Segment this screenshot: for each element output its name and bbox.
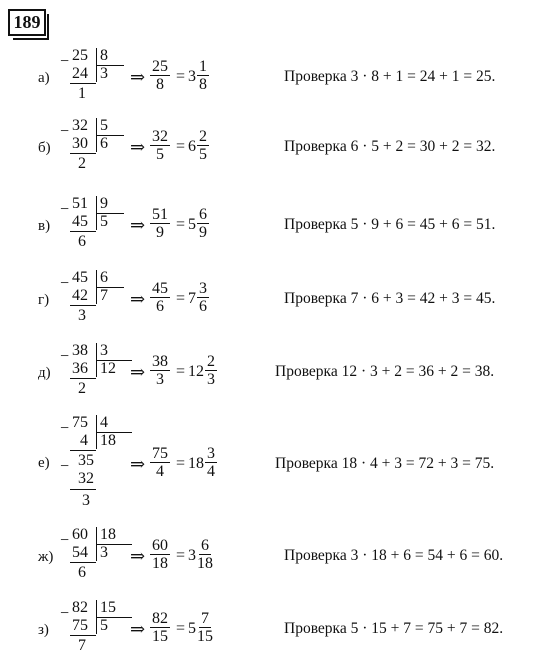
subtrahend: 24 [72,65,88,82]
mixed-fraction-part [197,58,209,93]
remainder: 2 [78,155,86,172]
implies-arrow: ⇒ [130,67,146,87]
item-label: а) [38,70,50,86]
remainder: 6 [78,564,86,581]
whole-part: 18 [188,455,204,472]
numerator: 3 [199,280,207,297]
denominator: 4 [207,463,215,480]
quotient: 18 [100,432,116,449]
whole-part: 6 [188,138,196,155]
exercise-number-badge: 189 [8,9,46,36]
mixed-fraction-part [205,445,217,480]
verification-text: Проверка 18 · 4 + 3 = 72 + 3 = 75. [275,455,495,472]
division-bar-horizontal [96,432,132,433]
item-label: е) [38,455,50,471]
divisor: 9 [100,195,108,212]
whole-part: 5 [188,216,196,233]
partial-dividend: 35 [78,452,94,469]
partial-subtrahend: 32 [78,470,94,487]
numerator: 3 [207,445,215,462]
denominator: 3 [156,371,164,388]
subtrahend: 4 [80,432,88,449]
divisor: 4 [100,414,108,431]
subtraction-line [70,305,96,306]
remainder: 7 [78,637,86,654]
dividend: 25 [72,47,88,64]
division-bar-horizontal [96,135,124,136]
subtrahend: 45 [72,213,88,230]
improper-fraction [150,610,170,645]
subtraction-line [70,231,96,232]
minus-sign: − [60,420,70,437]
exercise-row [0,527,550,595]
subtrahend: 75 [72,617,88,634]
long-division [54,343,134,411]
divisor: 3 [100,342,108,359]
quotient: 7 [100,287,108,304]
exercise-row [0,118,550,186]
item-label: д) [38,365,51,381]
subtrahend: 54 [72,544,88,561]
implies-arrow: ⇒ [130,619,146,639]
subtrahend: 42 [72,287,88,304]
denominator: 18 [152,555,168,572]
whole-part: 7 [188,290,196,307]
denominator: 8 [156,76,164,93]
minus-sign: − [60,348,70,365]
improper-fraction [150,537,170,572]
denominator: 9 [199,224,207,241]
subtraction-line [70,153,96,154]
numerator: 82 [152,610,168,627]
denominator: 15 [152,628,168,645]
dividend: 75 [72,414,88,431]
subtrahend: 30 [72,135,88,152]
implies-arrow: ⇒ [130,362,146,382]
implies-arrow: ⇒ [130,454,146,474]
denominator: 3 [207,371,215,388]
exercise-row [0,343,550,411]
divisor: 15 [100,599,116,616]
improper-fraction [150,58,170,93]
item-label: з) [38,622,49,638]
quotient: 5 [100,213,108,230]
verification-text: Проверка 5 · 9 + 6 = 45 + 6 = 51. [284,216,496,233]
quotient: 3 [100,65,108,82]
long-division [54,270,134,338]
subtraction-line [70,378,96,379]
improper-fraction [150,280,170,315]
long-division [54,48,134,116]
quotient: 6 [100,135,108,152]
long-division [54,118,134,186]
subtraction-line [70,450,96,451]
verification-text: Проверка 12 · 3 + 2 = 36 + 2 = 38. [275,363,495,380]
subtraction-line [70,489,96,490]
exercise-row [0,415,550,525]
long-division [54,415,134,525]
remainder: 6 [78,233,86,250]
dividend: 32 [72,117,88,134]
verification-text: Проверка 5 · 15 + 7 = 75 + 7 = 82. [284,620,504,637]
denominator: 5 [199,146,207,163]
item-label: ж) [38,549,54,565]
minus-sign: − [60,53,70,70]
verification-text: Проверка 3 · 8 + 1 = 24 + 1 = 25. [284,68,496,85]
remainder: 1 [78,85,86,102]
numerator: 38 [152,353,168,370]
dividend: 51 [72,195,88,212]
improper-fraction [150,206,170,241]
numerator: 6 [199,206,207,223]
numerator: 7 [201,610,209,627]
minus-sign: − [60,605,70,622]
equals-sign: = [176,68,186,85]
numerator: 2 [199,128,207,145]
minus-sign: − [60,123,70,140]
improper-fraction [150,445,170,480]
verification-text: Проверка 6 · 5 + 2 = 30 + 2 = 32. [284,138,496,155]
mixed-fraction-part [205,353,217,388]
division-bar-horizontal [96,360,132,361]
denominator: 6 [156,298,164,315]
implies-arrow: ⇒ [130,215,146,235]
quotient: 5 [100,617,108,634]
subtrahend: 36 [72,360,88,377]
whole-part: 5 [188,620,196,637]
numerator: 1 [199,58,207,75]
equals-sign: = [176,138,186,155]
implies-arrow: ⇒ [130,546,146,566]
item-label: б) [38,140,51,156]
improper-fraction [150,128,170,163]
whole-part: 12 [188,363,204,380]
division-bar-horizontal [96,213,124,214]
remainder: 3 [82,492,90,509]
equals-sign: = [176,290,186,307]
item-label: г) [38,292,50,308]
dividend: 38 [72,342,88,359]
denominator: 15 [197,628,213,645]
divisor: 8 [100,47,108,64]
numerator: 25 [152,58,168,75]
minus-sign: − [60,532,70,549]
dividend: 60 [72,526,88,543]
remainder: 2 [78,380,86,397]
exercise-row [0,600,550,668]
mixed-fraction-part [197,206,209,241]
mixed-fraction-part [197,537,213,572]
item-label: в) [38,218,51,234]
dividend: 45 [72,269,88,286]
minus-sign: − [60,458,70,475]
numerator: 51 [152,206,168,223]
remainder: 3 [78,307,86,324]
whole-part: 3 [188,547,196,564]
denominator: 9 [156,224,164,241]
numerator: 45 [152,280,168,297]
verification-text: Проверка 7 · 6 + 3 = 42 + 3 = 45. [284,290,496,307]
exercise-row [0,270,550,338]
subtraction-line [70,562,96,563]
equals-sign: = [176,363,186,380]
implies-arrow: ⇒ [130,289,146,309]
mixed-fraction-part [197,128,209,163]
improper-fraction [150,353,170,388]
long-division [54,527,134,595]
subtraction-line [70,83,96,84]
quotient: 3 [100,544,108,561]
division-bar-horizontal [96,617,132,618]
equals-sign: = [176,455,186,472]
equals-sign: = [176,216,186,233]
denominator: 5 [156,146,164,163]
numerator: 60 [152,537,168,554]
denominator: 6 [199,298,207,315]
quotient: 12 [100,360,116,377]
minus-sign: − [60,275,70,292]
minus-sign: − [60,201,70,218]
numerator: 75 [152,445,168,462]
divisor: 18 [100,526,116,543]
divisor: 6 [100,269,108,286]
equals-sign: = [176,547,186,564]
numerator: 32 [152,128,168,145]
divisor: 5 [100,117,108,134]
division-bar-horizontal [96,544,132,545]
numerator: 6 [201,537,209,554]
subtraction-line [70,635,96,636]
verification-text: Проверка 3 · 18 + 6 = 54 + 6 = 60. [284,547,504,564]
equals-sign: = [176,620,186,637]
long-division [54,196,134,264]
exercise-row [0,196,550,264]
exercise-row [0,48,550,116]
division-bar-horizontal [96,65,124,66]
numerator: 2 [207,353,215,370]
whole-part: 3 [188,68,196,85]
mixed-fraction-part [197,280,209,315]
dividend: 82 [72,599,88,616]
denominator: 18 [197,555,213,572]
implies-arrow: ⇒ [130,137,146,157]
denominator: 8 [199,76,207,93]
mixed-fraction-part [197,610,213,645]
division-bar-horizontal [96,287,124,288]
long-division [54,600,134,668]
denominator: 4 [156,463,164,480]
